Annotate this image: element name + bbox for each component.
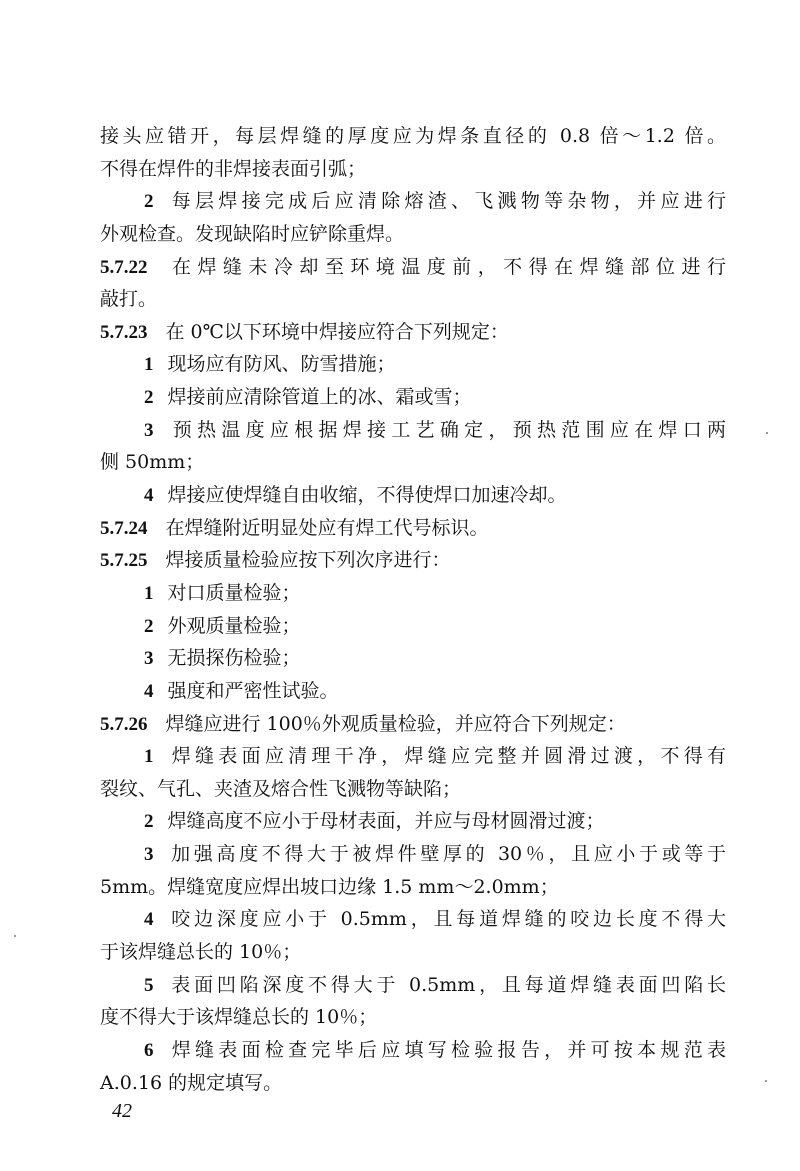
line-text: 不得在焊件的非焊接表面引弧； — [100, 157, 367, 180]
item-number: 5 — [144, 974, 154, 996]
line-text: 预热温度应根据焊接工艺确定，预热范围应在焊口两 — [167, 418, 726, 441]
item-number: 1 — [144, 582, 154, 604]
clause-number: 5.7.24 — [100, 517, 148, 539]
line-text: 焊缝高度不应小于母材表面，并应与母材圆滑过渡； — [167, 810, 605, 833]
line-text: 裂纹、气孔、夹渣及熔合性飞溅物等缺陷； — [100, 777, 462, 800]
item-number: 4 — [144, 485, 154, 507]
line-text: 在 0℃以下环境中焊接应符合下列规定： — [165, 320, 509, 343]
line-text: 焊缝表面应清理干净，焊缝应完整并圆滑过渡，不得有 — [167, 745, 726, 768]
clause-line — [100, 708, 726, 741]
list-item-line — [100, 1034, 726, 1067]
scan-speck — [765, 1080, 767, 1082]
text-line — [100, 446, 726, 479]
list-item-line — [100, 479, 726, 512]
clause-line — [100, 251, 726, 284]
line-text: 在焊缝未冷却至环境温度前，不得在焊缝部位进行 — [165, 255, 726, 278]
list-item-line — [100, 805, 726, 838]
item-number: 3 — [144, 648, 154, 670]
scan-speck — [766, 432, 768, 434]
item-number: 2 — [144, 615, 154, 637]
text-line — [100, 773, 726, 806]
line-text: 表面凹陷深度不得大于 0.5mm，且每道焊缝表面凹陷长 — [167, 973, 726, 996]
clause-line — [100, 544, 726, 577]
line-text: 焊缝表面检查完毕后应填写检验报告，并可按本规范表 — [167, 1038, 726, 1061]
clause-number: 5.7.23 — [100, 321, 148, 343]
line-text: 外观检查。发现缺陷时应铲除重焊。 — [100, 222, 405, 245]
list-item-line — [100, 381, 726, 414]
line-text: 现场应有防风、防雪措施； — [167, 353, 396, 376]
item-number: 2 — [144, 191, 154, 213]
text-line — [100, 1067, 726, 1100]
list-item-line — [100, 577, 726, 610]
line-text: 焊接质量检验应按下列次序进行： — [165, 549, 451, 572]
line-text: 接头应错开，每层焊缝的厚度应为焊条直径的 0.8 倍～1.2 倍。 — [100, 125, 726, 147]
list-item-line — [100, 838, 726, 871]
text-line — [100, 153, 726, 186]
document-body — [100, 120, 726, 1099]
text-line — [100, 283, 726, 316]
line-text: A.0.16 的规定填写。 — [100, 1071, 283, 1094]
item-number: 4 — [144, 909, 154, 931]
list-item-line — [100, 675, 726, 708]
text-line — [100, 1001, 726, 1034]
list-item-line — [100, 903, 726, 936]
line-text: 5mm。焊缝宽度应焊出坡口边缘 1.5 mm～2.0mm； — [100, 875, 559, 898]
list-item-line — [100, 969, 726, 1002]
line-text: 侧 50mm； — [100, 451, 205, 474]
line-text: 焊接前应清除管道上的冰、霜或雪； — [167, 386, 472, 409]
page-number: 42 — [112, 1100, 132, 1122]
item-number: 1 — [144, 354, 154, 376]
text-line — [100, 936, 726, 969]
list-item-line — [100, 610, 726, 643]
item-number: 2 — [144, 811, 154, 833]
item-number: 1 — [144, 746, 154, 768]
line-text: 焊缝应进行 100％外观质量检验，并应符合下列规定： — [165, 712, 626, 735]
line-text: 度不得大于该焊缝总长的 10％； — [100, 1006, 378, 1029]
line-text: 于该焊缝总长的 10％； — [100, 941, 302, 964]
line-text: 敲打。 — [100, 288, 158, 311]
line-text: 强度和严密性试验。 — [167, 679, 339, 702]
item-number: 3 — [144, 419, 154, 441]
list-item-line — [100, 414, 726, 447]
line-text: 无损探伤检验； — [167, 647, 301, 670]
clause-number: 5.7.25 — [100, 550, 148, 572]
item-number: 3 — [144, 844, 154, 866]
item-number: 4 — [144, 680, 154, 702]
line-text: 咬边深度应小于 0.5mm，且每道焊缝的咬边长度不得大 — [167, 908, 726, 931]
list-item-line — [100, 348, 726, 381]
line-text: 焊接应使焊缝自由收缩，不得使焊口加速冷却。 — [167, 484, 567, 507]
item-number: 6 — [144, 1039, 154, 1061]
line-text: 外观质量检验； — [167, 614, 301, 637]
clause-number: 5.7.26 — [100, 713, 148, 735]
line-text: 在焊缝附近明显处应有焊工代号标识。 — [165, 516, 489, 539]
list-item-line — [100, 642, 726, 675]
text-line — [100, 871, 726, 904]
clause-line — [100, 316, 726, 349]
clause-line — [100, 512, 726, 545]
line-text: 加强高度不得大于被焊件壁厚的 30％，且应小于或等于 — [167, 843, 726, 866]
line-text: 每层焊接完成后应清除熔渣、飞溅物等杂物，并应进行 — [167, 190, 726, 213]
list-item-line — [100, 740, 726, 773]
line-text: 对口质量检验； — [167, 581, 301, 604]
clause-number: 5.7.22 — [100, 256, 148, 278]
list-item-line — [100, 185, 726, 218]
text-line — [100, 120, 726, 153]
item-number: 2 — [144, 387, 154, 409]
scan-speck — [14, 935, 16, 937]
text-line — [100, 218, 726, 251]
